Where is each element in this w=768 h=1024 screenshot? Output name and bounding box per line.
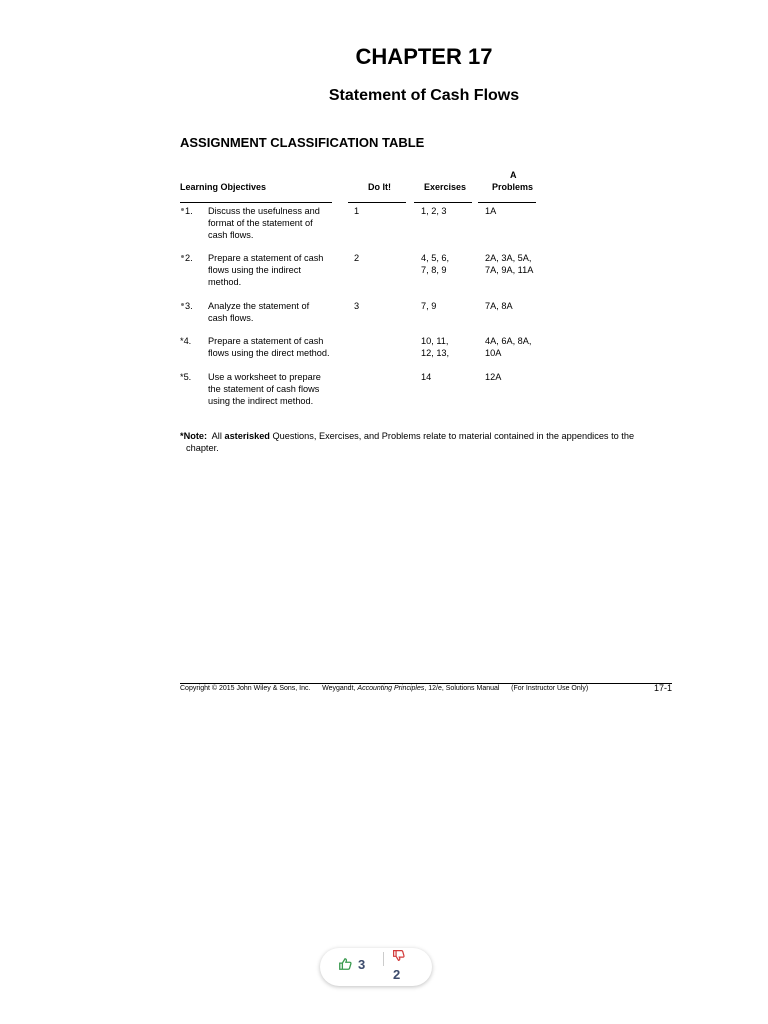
- problems-value: 2A, 3A, 5A, 7A, 9A, 11A: [485, 253, 534, 275]
- objective-text: Prepare a statement of cash flows using the direct method.: [208, 336, 330, 358]
- section-title: ASSIGNMENT CLASSIFICATION TABLE: [180, 135, 425, 150]
- chapter-subtitle: Statement of Cash Flows: [328, 87, 520, 104]
- objective-number: 1.: [185, 206, 193, 216]
- page-number: 17-1: [653, 683, 672, 693]
- note-text-continued: chapter.: [186, 443, 219, 453]
- exercises-value: 7, 9: [421, 301, 437, 311]
- bullet-dot: [181, 208, 184, 211]
- vote-widget: [320, 948, 432, 986]
- footer-book-title: Accounting Principles: [357, 685, 425, 692]
- exercises-value: 10, 11, 12, 13,: [421, 336, 450, 358]
- footer-copyright: Copyright © 2015 John Wiley & Sons, Inc.: [180, 685, 311, 692]
- col-exercises: Exercises: [424, 182, 467, 192]
- note-label: *Note:: [180, 431, 208, 441]
- problems-value: 1A: [485, 206, 497, 216]
- do-it-value: 1: [354, 206, 360, 216]
- note-pre: All: [211, 431, 222, 441]
- col-a-problems-line2: Problems: [492, 182, 534, 192]
- footnote: [180, 430, 670, 454]
- problems-value: 4A, 6A, 8A, 10A: [485, 336, 532, 358]
- footer-book-edition: , 12/e, Solutions Manual: [424, 685, 500, 692]
- footer-book-author: Weygandt,: [322, 685, 356, 692]
- objective-number: 2.: [185, 253, 193, 263]
- header-rule: [180, 202, 332, 203]
- do-it-value: 2: [354, 253, 360, 263]
- downvote-count: 2: [393, 967, 401, 982]
- col-do-it: Do It!: [368, 182, 391, 192]
- thumbs-up-icon[interactable]: [338, 957, 352, 974]
- thumbs-down-icon[interactable]: [392, 949, 405, 965]
- upvote-count: 3: [358, 957, 366, 972]
- page-footer: [180, 684, 672, 693]
- bullet-dot: [181, 303, 184, 306]
- objective-number: *4.: [180, 336, 192, 346]
- note-text: Questions, Exercises, and Problems relate to material contained in the appendices to the: [272, 431, 635, 441]
- objective-number: 3.: [185, 301, 193, 311]
- footer-usage: (For Instructor Use Only): [511, 685, 589, 692]
- exercises-value: 14: [421, 372, 432, 382]
- objective-text: Use a worksheet to prepare the statement of cash flows using the indirect method.: [208, 372, 321, 406]
- header-rule: [414, 202, 472, 203]
- objective-text: Analyze the statement of cash flows.: [208, 301, 310, 323]
- header-rule: [348, 202, 406, 203]
- note-emphasis: asterisked: [224, 431, 270, 441]
- header-rule: [478, 202, 536, 203]
- exercises-value: 1, 2, 3: [421, 206, 447, 216]
- objective-text: Prepare a statement of cash flows using the indirect method.: [208, 253, 324, 287]
- problems-value: 12A: [485, 372, 502, 382]
- exercises-value: 4, 5, 6, 7, 8, 9: [421, 253, 450, 275]
- col-learning-objectives: Learning Objectives: [180, 182, 267, 192]
- col-a-problems-line1: A: [510, 170, 517, 180]
- objective-number: *5.: [180, 372, 192, 382]
- problems-value: 7A, 8A: [485, 301, 513, 311]
- vote-divider: [383, 952, 384, 966]
- objective-text: Discuss the usefulness and format of the statement of cash flows.: [208, 206, 320, 240]
- do-it-value: 3: [354, 301, 360, 311]
- bullet-dot: [181, 255, 184, 258]
- chapter-heading: CHAPTER 17: [355, 44, 493, 69]
